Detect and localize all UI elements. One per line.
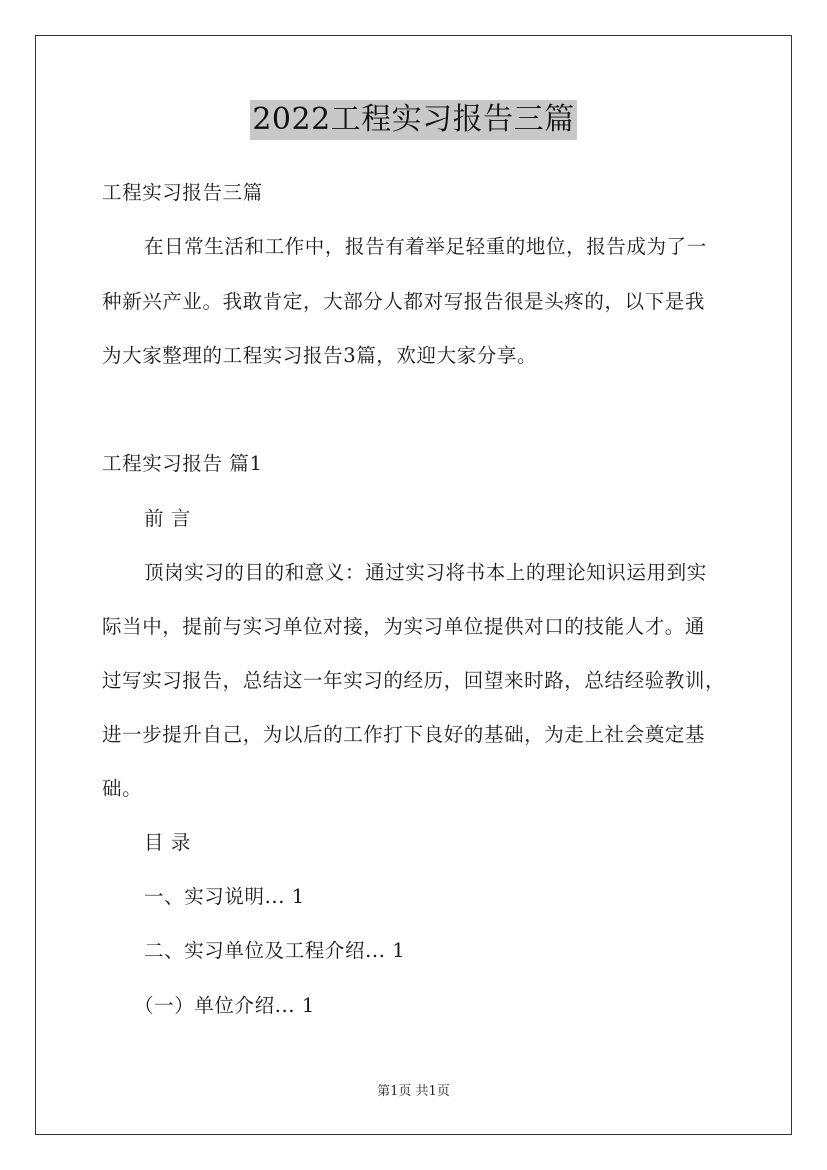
toc-item: （一）单位介绍... 1	[134, 994, 315, 1017]
paragraph-line: 过写实习报告，总结这一年实习的经历，回望来时路，总结经验教训，	[102, 669, 726, 692]
paragraph-line: 在日常生活和工作中，报告有着举足轻重的地位，报告成为了一	[144, 235, 707, 258]
toc-item: 二、实习单位及工程介绍... 1	[144, 939, 406, 962]
document-title: 2022工程实习报告三篇	[250, 100, 576, 140]
paragraph-line: 础。	[102, 777, 143, 800]
paragraph-line: 为大家整理的工程实习报告3篇，欢迎大家分享。	[102, 344, 538, 367]
title-container	[0, 100, 827, 140]
section-heading: 工程实习报告 篇1	[102, 452, 263, 475]
preface-heading: 前 言	[144, 507, 191, 530]
paragraph-line: 进一步提升自己，为以后的工作打下良好的基础，为走上社会奠定基	[102, 723, 706, 746]
toc-item: 一、实习说明... 1	[144, 885, 305, 908]
paragraph-line: 种新兴产业。我敢肯定，大部分人都对写报告很是头疼的，以下是我	[102, 290, 706, 313]
toc-heading: 目 录	[144, 831, 191, 854]
subtitle: 工程实习报告三篇	[102, 181, 263, 204]
page-footer: 第1页 共1页	[377, 1084, 450, 1099]
paragraph-line: 顶岗实习的目的和意义：通过实习将书本上的理论知识运用到实	[144, 561, 707, 584]
paragraph-line: 际当中，提前与实习单位对接，为实习单位提供对口的技能人才。通	[102, 615, 706, 638]
